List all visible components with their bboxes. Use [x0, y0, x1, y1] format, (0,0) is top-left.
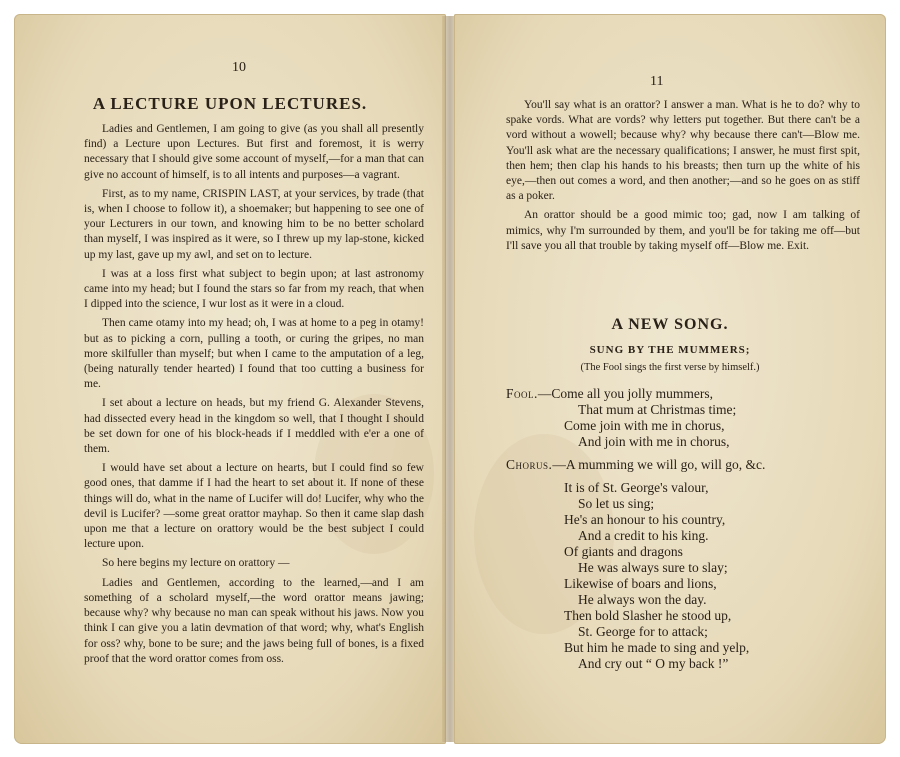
- page-number: 10: [232, 60, 246, 75]
- lecture-text: [506, 98, 860, 258]
- speaker-label: Chorus.: [506, 457, 553, 472]
- song-verses: [506, 386, 866, 672]
- verse-line: Then bold Slasher he stood up,: [564, 608, 732, 623]
- paragraph: I was at a loss first what subject to begin upon; at last astronomy came into my head; but I found the stars so far from my reach, that when I dipped into the science, I wur lost as it were in a cloud.: [84, 267, 424, 311]
- verse-line: It is of St. George's valour,: [564, 480, 709, 495]
- song-subtitle: SUNG BY THE MUMMERS;: [589, 344, 751, 356]
- song-title: A NEW SONG.: [611, 316, 729, 333]
- verse-line: And join with me in chorus,: [578, 434, 730, 449]
- paragraph: Ladies and Gentlemen, according to the learned,—and I am something of a scholard myself,—the word orattor means jawing; because why? why because no man can speak without his jaws. Now you think I can give you a latin devmation of that word; why, what's English for oss? why, bone to be sure; and the jaws being full of bones, is a fixed proof that the word orattor comes from oss.: [84, 576, 424, 665]
- verse-line: St. George for to attack;: [578, 624, 708, 639]
- right-page: [454, 14, 886, 744]
- verse-line: Come join with me in chorus,: [564, 418, 725, 433]
- verse-line: He's an honour to his country,: [564, 512, 726, 527]
- verse-line: [506, 457, 866, 473]
- verse-line: That mum at Christmas time;: [578, 402, 737, 417]
- verse-line: So let us sing;: [578, 496, 655, 511]
- page-number: 11: [650, 74, 664, 89]
- paragraph: Then came otamy into my head; oh, I was at home to a peg in otamy! but as to picking a corn, pulling a tooth, or curing the gripes, no man more skilfuller than myself; but when I came to the amputation of a leg, (being naturally tender hearted) I found that too cutting a business for me.: [84, 317, 424, 391]
- paragraph: Ladies and Gentlemen, I am going to give (as you shall all presently find) a Lecture upon Lectures. But first and foremost, it is werry necessary that I should give some account of myself,—for a man that can give no account of himself, is to all intents and purposes—a vagrant.: [84, 123, 424, 181]
- paragraph: So here begins my lecture on orattory —: [102, 557, 290, 570]
- song-note: (The Fool sings the first verse by himself.): [580, 362, 760, 373]
- paragraph: I set about a lecture on heads, but my friend G. Alexander Stevens, had dissected every head in the kingdom so well, that I thought I should be set down for one of his block-heads if I meddled with e'er a one of them.: [84, 397, 424, 456]
- verse-line: Likewise of boars and lions,: [564, 576, 717, 591]
- verse-line: He was always sure to slay;: [578, 560, 728, 575]
- verse-line: And a credit to his king.: [578, 528, 709, 543]
- paragraph: First, as to my name, CRISPIN LAST, at your services, by trade (that is, when I choose to follow it), a shoemaker; but happening to see one of your Lecturers in our town, and knowing him to be no better scholard than myself, I was inspired as it were, so I threw up my lap-stone, kicked up my last, gave up my awl, and set on to lecture.: [84, 187, 424, 261]
- paragraph: I would have set about a lecture on hearts, but I could find so few good ones, that damme if I had the heart to set about it. If none of these things will do, what in the name of Lucifer will do! Lucifer, why who the devil is Lucifer? —some great orattor mayhap. So then it came slap dash upon me that a lecture on orattory would be the best subject I could lecture upon.: [84, 462, 424, 551]
- verse-line: [506, 386, 866, 402]
- lyric: —A mumming we will go, will go, &c.: [552, 457, 766, 472]
- speaker-label: Fool.: [506, 386, 538, 401]
- lyric: —Come all you jolly mummers,: [537, 386, 714, 401]
- verse-line: Of giants and dragons: [564, 544, 683, 559]
- verse-line: And cry out “ O my back !”: [578, 656, 729, 671]
- open-booklet: [6, 6, 894, 751]
- verse-line: But him he made to sing and yelp,: [564, 640, 750, 655]
- paragraph: An orattor should be a good mimic too; gad, now I am talking of mimics, why I'm surrounded by them, and you'll be for taking me off—but I'll save you all that trouble by taking myself off—Blow me. Exit.: [506, 209, 860, 252]
- page-title: A LECTURE UPON LECTURES.: [92, 94, 368, 113]
- paragraph: You'll say what is an orattor? I answer a man. What is he to do? why to spake vords. What are vords? why letters put together. But there can't be a vord without a wowell; because why? why because there can't—Blow me. You'll ask what are the necessary qualifications; I answer, he must first spit, then hem; then clap his hands to his breasts; then turn up the white of his eye,—then out comes a word, and then another;—and so he goes on as stiff as a poker.: [506, 99, 860, 203]
- left-page: [14, 14, 446, 744]
- verse-line: He always won the day.: [578, 592, 707, 607]
- lecture-text: [84, 122, 424, 671]
